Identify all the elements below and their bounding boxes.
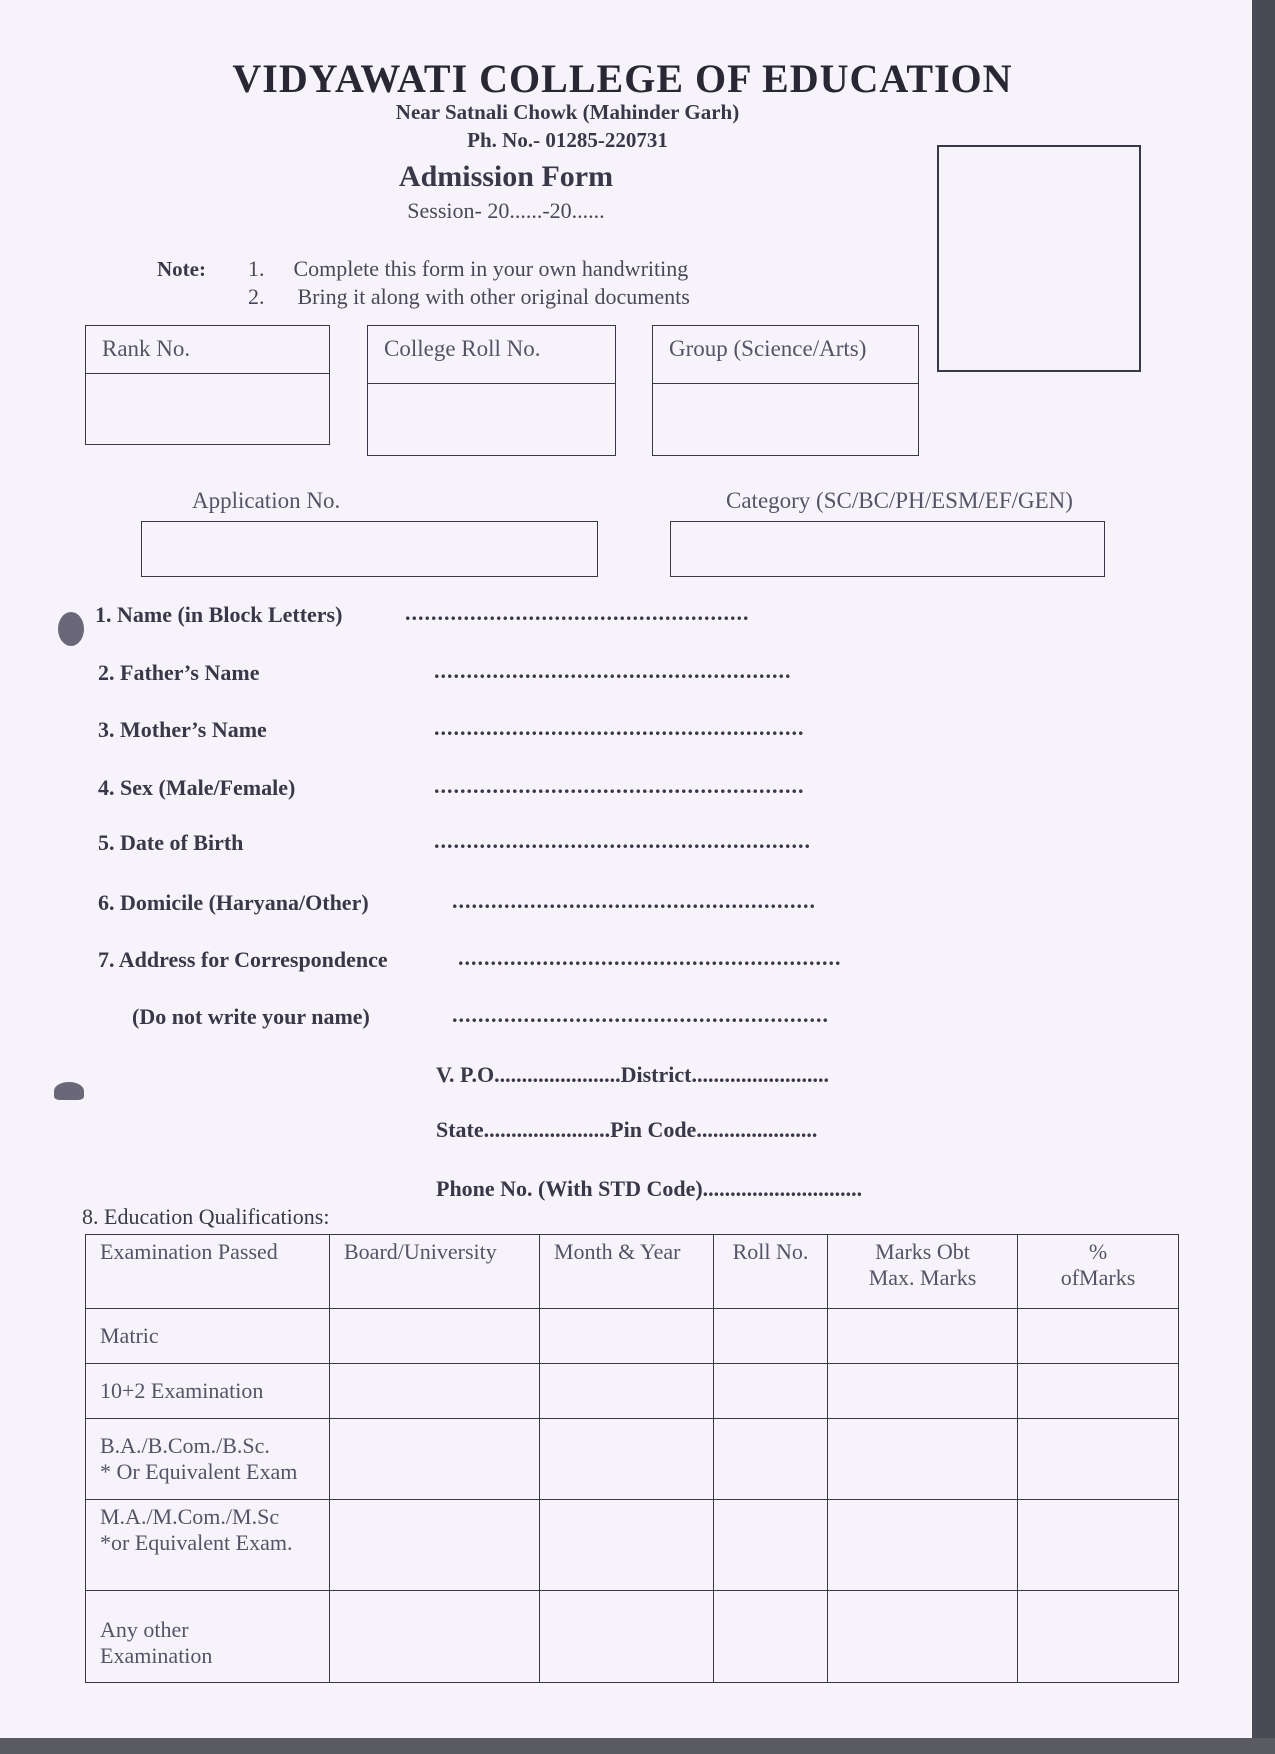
note-text: Bring it along with other original documents: [297, 284, 690, 309]
marks-cell[interactable]: [828, 1309, 1018, 1364]
domicile-input[interactable]: ........................................................: [452, 888, 816, 913]
exam-name: 10+2 Examination: [86, 1364, 330, 1419]
table-row: [86, 1500, 1179, 1591]
college-name: VIDYAWATI COLLEGE OF EDUCATION: [232, 56, 1013, 101]
roll-cell[interactable]: [714, 1419, 828, 1500]
percent-cell[interactable]: [1018, 1364, 1179, 1419]
month-year-cell[interactable]: [540, 1419, 714, 1500]
category-label: Category (SC/BC/PH/ESM/EF/GEN): [726, 488, 1073, 513]
note-text: Complete this form in your own handwriting: [293, 256, 689, 281]
board-cell[interactable]: [330, 1309, 540, 1364]
roll-cell[interactable]: [714, 1364, 828, 1419]
board-cell[interactable]: [330, 1419, 540, 1500]
marks-cell[interactable]: [828, 1364, 1018, 1419]
percent-cell[interactable]: [1018, 1419, 1179, 1500]
photo-box[interactable]: [937, 145, 1141, 372]
percent-cell[interactable]: [1018, 1591, 1179, 1683]
address-note-label: (Do not write your name): [132, 1004, 370, 1029]
exam-name: Any other Examination: [86, 1591, 330, 1683]
mother-name-input[interactable]: .........................................................: [434, 715, 805, 740]
note-label: Note:: [157, 257, 206, 281]
col-header: Roll No.: [714, 1235, 828, 1309]
percent-cell[interactable]: [1018, 1309, 1179, 1364]
father-name-label: 2. Father’s Name: [98, 660, 260, 685]
col-header: Marks Obt Max. Marks: [828, 1235, 1018, 1309]
table-row: [86, 1309, 1179, 1364]
category-box[interactable]: [670, 521, 1105, 577]
exam-name: B.A./B.Com./B.Sc. * Or Equivalent Exam: [86, 1419, 330, 1500]
note-number: 1.: [248, 256, 265, 281]
exam-name: M.A./M.Com./M.Sc *or Equivalent Exam.: [86, 1500, 330, 1591]
board-cell[interactable]: [330, 1591, 540, 1683]
month-year-cell[interactable]: [540, 1591, 714, 1683]
roll-cell[interactable]: [714, 1591, 828, 1683]
note-item: [248, 256, 688, 282]
college-roll-no-box[interactable]: [367, 325, 616, 456]
group-box[interactable]: [652, 325, 919, 456]
month-year-cell[interactable]: [540, 1500, 714, 1591]
marks-cell[interactable]: [828, 1419, 1018, 1500]
address-label: 7. Address for Correspondence: [98, 947, 388, 972]
sex-input[interactable]: .........................................................: [434, 773, 805, 798]
note-number: 2.: [248, 284, 265, 309]
rank-no-box[interactable]: [85, 325, 330, 445]
roll-cell[interactable]: [714, 1500, 828, 1591]
punch-hole-mark: [54, 1082, 84, 1100]
sex-label: 4. Sex (Male/Female): [98, 775, 296, 800]
table-header-row: [86, 1235, 1179, 1309]
exam-name: Matric: [86, 1309, 330, 1364]
board-cell[interactable]: [330, 1364, 540, 1419]
dob-input[interactable]: ..........................................................: [434, 828, 811, 853]
month-year-cell[interactable]: [540, 1364, 714, 1419]
marks-cell[interactable]: [828, 1591, 1018, 1683]
month-year-cell[interactable]: [540, 1309, 714, 1364]
education-title: 8. Education Qualifications:: [82, 1204, 330, 1229]
session: Session- 20......-20......: [407, 198, 605, 223]
domicile-label: 6. Domicile (Haryana/Other): [98, 890, 369, 915]
name-label: 1. Name (in Block Letters): [95, 602, 343, 627]
application-no-box[interactable]: [141, 521, 598, 577]
address-input[interactable]: ...........................................................: [458, 945, 842, 970]
scan-edge: [1252, 0, 1275, 1754]
col-header: Board/University: [330, 1235, 540, 1309]
marks-cell[interactable]: [828, 1500, 1018, 1591]
note-item: [248, 284, 690, 310]
education-table: [85, 1234, 1179, 1683]
col-header: Examination Passed: [86, 1235, 330, 1309]
col-header: % ofMarks: [1018, 1235, 1179, 1309]
phone-line[interactable]: Phone No. (With STD Code).............................: [436, 1176, 863, 1201]
application-no-label: Application No.: [192, 488, 341, 513]
board-cell[interactable]: [330, 1500, 540, 1591]
mother-name-label: 3. Mother’s Name: [98, 717, 267, 742]
college-address: Near Satnali Chowk (Mahinder Garh): [395, 100, 740, 124]
col-header: Month & Year: [540, 1235, 714, 1309]
name-input[interactable]: .....................................................: [405, 600, 750, 625]
table-row: [86, 1419, 1179, 1500]
state-pincode-line[interactable]: State.......................Pin Code......................: [436, 1117, 818, 1142]
group-label: Group (Science/Arts): [653, 326, 918, 384]
roll-cell[interactable]: [714, 1309, 828, 1364]
rank-no-label: Rank No.: [86, 326, 329, 374]
form-title: Admission Form: [398, 160, 614, 193]
college-roll-no-label: College Roll No.: [368, 326, 615, 384]
college-phone: Ph. No.- 01285-220731: [467, 128, 668, 152]
percent-cell[interactable]: [1018, 1500, 1179, 1591]
scan-edge-bottom: [0, 1738, 1275, 1754]
father-name-input[interactable]: .......................................................: [434, 658, 792, 683]
address-line2-input[interactable]: ..........................................................: [452, 1002, 829, 1027]
table-row: [86, 1364, 1179, 1419]
table-row: [86, 1591, 1179, 1683]
dob-label: 5. Date of Birth: [98, 830, 244, 855]
vpo-district-line[interactable]: V. P.O.......................District.........................: [436, 1062, 829, 1087]
punch-hole-mark: [58, 612, 84, 646]
